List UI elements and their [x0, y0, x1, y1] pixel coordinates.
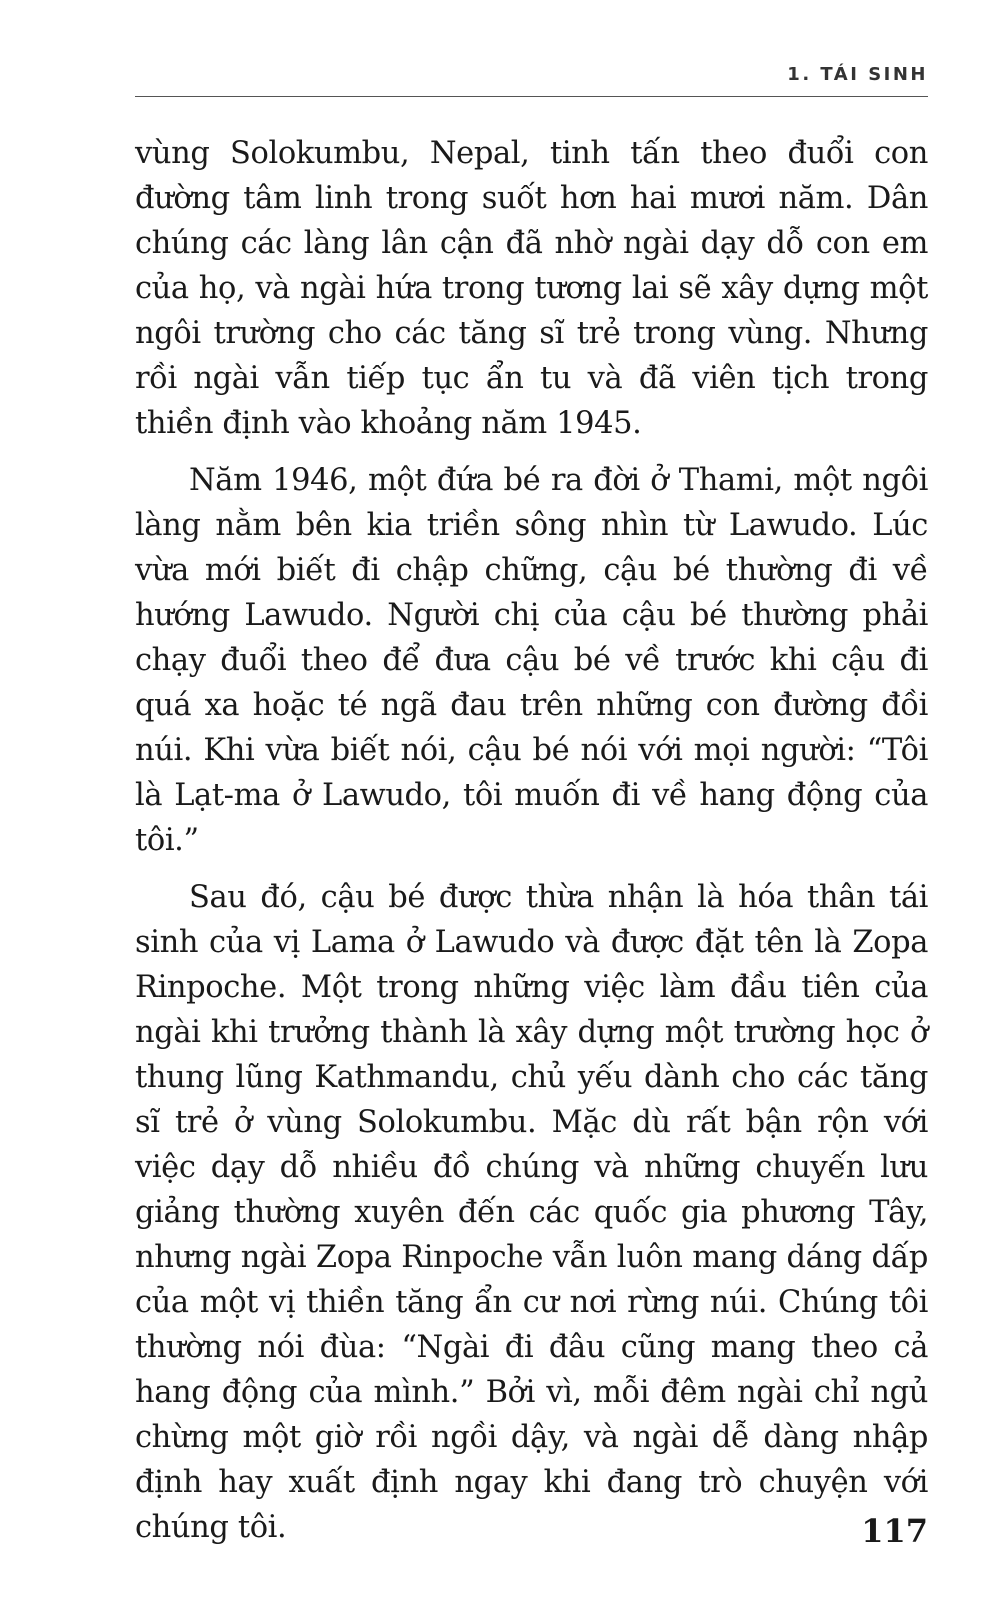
running-header: [135, 56, 928, 97]
paragraph-continued: vùng Solokumbu, Nepal, tinh tấn theo đuổi con đường tâm linh trong suốt hơn hai mươi năm. Dân chúng các làng lân cận đã nhờ ngài dạy dỗ con em của họ, và ngài hứa trong tương lai sẽ xây dựng một ngôi trường cho các tăng sĩ trẻ trong vùng. Nhưng rồi ngài vẫn tiếp tục ẩn tu và đã viên tịch trong thiền định vào khoảng năm 1945.: [135, 136, 928, 441]
body-text: [135, 131, 928, 1562]
page-number: 117: [861, 1512, 928, 1550]
chapter-title: 1. TÁI SINH: [787, 64, 928, 85]
paragraph: Năm 1946, một đứa bé ra đời ở Thami, một ngôi làng nằm bên kia triền sông nhìn từ Lawudo. Lúc vừa mới biết đi chập chững, cậu bé thường đi về hướng Lawudo. Người chị của cậu bé thường phải chạy đuổi theo để đưa cậu bé về trước khi cậu đi quá xa hoặc té ngã đau trên những con đường đồi núi. Khi vừa biết nói, cậu bé nói với mọi người: “Tôi là Lạt-ma ở Lawudo, tôi muốn đi về hang động của tôi.”: [135, 463, 928, 858]
paragraph: Sau đó, cậu bé được thừa nhận là hóa thân tái sinh của vị Lama ở Lawudo và được đặt tên là Zopa Rinpoche. Một trong những việc làm đầu tiên của ngài khi trưởng thành là xây dựng một trường học ở thung lũng Kathmandu, chủ yếu dành cho các tăng sĩ trẻ ở vùng Solokumbu. Mặc dù rất bận rộn với việc dạy dỗ nhiều đồ chúng và những chuyến lưu giảng thường xuyên đến các quốc gia phương Tây, nhưng ngài Zopa Rinpoche vẫn luôn mang dáng dấp của một vị thiền tăng ẩn cư nơi rừng núi. Chúng tôi thường nói đùa: “Ngài đi đâu cũng mang theo cả hang động của mình.” Bởi vì, mỗi đêm ngài chỉ ngủ chừng một giờ rồi ngồi dậy, và ngài dễ dàng nhập định hay xuất định ngay khi đang trò chuyện với chúng tôi.: [135, 880, 928, 1545]
